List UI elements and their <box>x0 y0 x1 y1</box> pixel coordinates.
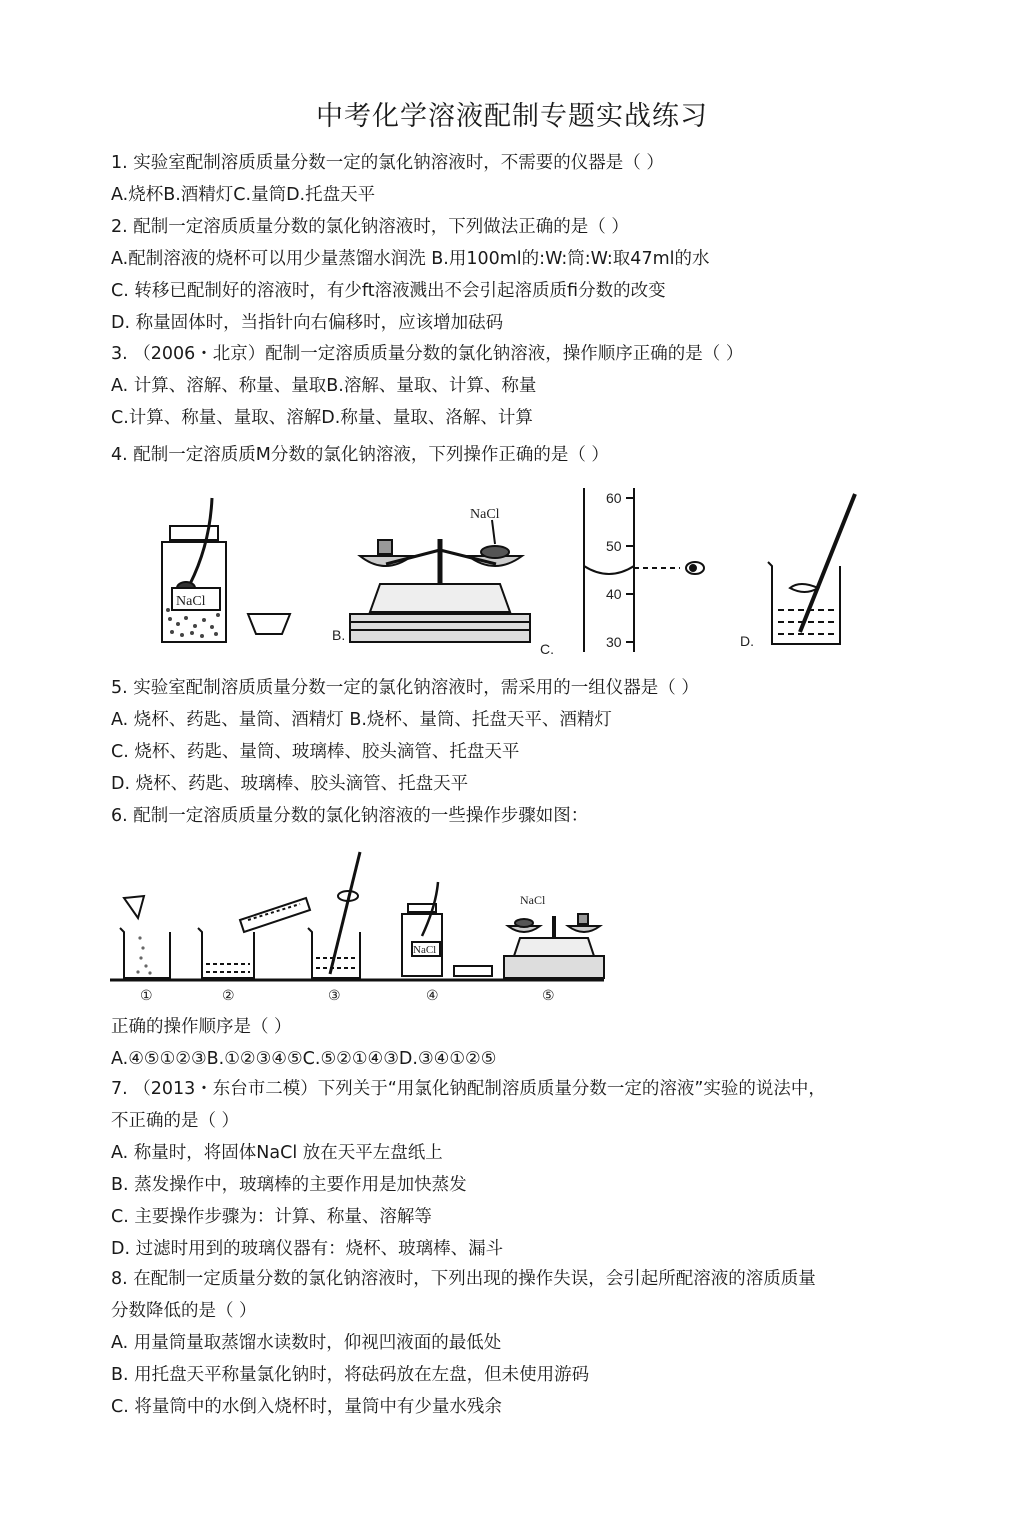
step-number-2: ② <box>222 987 235 1003</box>
step-number-1: ① <box>140 987 153 1003</box>
q8-stem-cont: 分数降低的是（ ） <box>111 1301 257 1321</box>
q2-option-d: D. 称量固体时，当指针向右偏移时，应该增加砝码 <box>111 313 504 333</box>
q2-stem: 2. 配制一定溶质质量分数的氯化钠溶液时，下列做法正确的是（ ） <box>111 217 629 237</box>
q7-option-c: C. 主要操作步骤为：计算、称量、溶解等 <box>111 1207 432 1227</box>
q4-stem: 4. 配制一定溶质质M分数的氯化钠溶液，下列操作正确的是（ ） <box>111 445 609 465</box>
q7-option-a: A. 称量时，将固体NaCl 放在天平左盘纸上 <box>111 1143 443 1163</box>
q3-stem: 3. （2006・北京）配制一定溶质质量分数的氯化钠溶液，操作顺序正确的是（ ） <box>111 344 744 364</box>
q8-option-b: B. 用托盘天平称量氯化钠时，将砝码放在左盘，但未使用游码 <box>111 1365 590 1385</box>
option-d-letter: D. <box>740 633 754 649</box>
cylinder-tick-40: 40 <box>606 586 622 602</box>
q7-stem: 7. （2013・东台市二模）下列关于“用氯化钠配制溶质质量分数一定的溶液”实验的说法中， <box>111 1079 826 1099</box>
q5-stem: 5. 实验室配制溶质质量分数一定的氯化钠溶液时，需采用的一组仪器是（ ） <box>111 678 699 698</box>
q3-option-cd: C.计算、称量、量取、溶解D.称量、量取、洛解、计算 <box>111 408 533 428</box>
q3-option-ab: A. 计算、溶解、称量、量取B.溶解、量取、计算、称量 <box>111 376 537 396</box>
step-number-4: ④ <box>426 987 439 1003</box>
q6-options: A.④⑤①②③B.①②③④⑤C.⑤②①④③D.③④①②⑤ <box>111 1049 497 1069</box>
cylinder-tick-30: 30 <box>606 634 622 650</box>
balance-icon <box>504 914 604 978</box>
beaker-stir-icon <box>768 494 855 644</box>
reagent-jar-icon <box>162 498 290 642</box>
q5-option-c: C. 烧杯、药匙、量筒、玻璃棒、胶头滴管、托盘天平 <box>111 742 520 762</box>
q2-option-c: C. 转移已配制好的溶液时，有少ft溶液溅出不会引起溶质质fi分数的改变 <box>111 281 666 301</box>
page-title: 中考化学溶液配制专题实战练习 <box>316 101 708 132</box>
q2-option-ab: A.配制溶液的烧杯可以用少量蒸馏水润洗 B.用100ml的:W:筒:W:取47ml的水 <box>111 249 710 269</box>
q8-option-c: C. 将量筒中的水倒入烧杯时，量筒中有少量水残余 <box>111 1397 502 1417</box>
q6-order-prompt: 正确的操作顺序是（ ） <box>111 1017 292 1037</box>
cylinder-tick-60: 60 <box>606 490 622 506</box>
option-b-letter: B. <box>332 627 346 643</box>
beaker-pouring-water-icon <box>198 898 310 978</box>
jar-label: NaCl <box>176 594 206 609</box>
graduated-cylinder-icon <box>584 488 704 652</box>
balance-icon <box>350 520 530 642</box>
q6-stem: 6. 配制一定溶质质量分数的氯化钠溶液的一些操作步骤如图： <box>111 806 589 826</box>
q7-option-b: B. 蒸发操作中，玻璃棒的主要作用是加快蒸发 <box>111 1175 467 1195</box>
q4-figure <box>150 484 870 659</box>
balance-label: NaCl <box>520 893 546 907</box>
q1-options: A.烧杯B.酒精灯C.量筒D.托盘天平 <box>111 185 376 205</box>
q5-option-ab: A. 烧杯、药匙、量筒、酒精灯 B.烧杯、量筒、托盘天平、酒精灯 <box>111 710 612 730</box>
option-c-letter: C. <box>540 641 554 657</box>
q8-stem: 8. 在配制一定质量分数的氯化钠溶液时，下列出现的操作失误，会引起所配溶液的溶质质量 <box>111 1269 816 1289</box>
jar-label: NaCl <box>413 944 437 956</box>
cylinder-tick-50: 50 <box>606 538 622 554</box>
q7-option-d: D. 过滤时用到的玻璃仪器有：烧杯、玻璃棒、漏斗 <box>111 1239 504 1259</box>
step-number-5: ⑤ <box>542 987 555 1003</box>
step-number-3: ③ <box>328 987 341 1003</box>
q1-stem: 1. 实验室配制溶质质量分数一定的氯化钠溶液时，不需要的仪器是（ ） <box>111 153 664 173</box>
balance-label: NaCl <box>470 507 500 522</box>
q6-figure <box>110 846 610 1006</box>
beaker-stirring-icon <box>308 852 360 978</box>
q7-stem-cont: 不正确的是（ ） <box>111 1111 240 1131</box>
beaker-pouring-solid-icon <box>120 896 170 978</box>
q5-option-d: D. 烧杯、药匙、玻璃棒、胶头滴管、托盘天平 <box>111 774 469 794</box>
reagent-jar-icon <box>402 882 492 976</box>
q8-option-a: A. 用量筒量取蒸馏水读数时，仰视凹液面的最低处 <box>111 1333 502 1353</box>
